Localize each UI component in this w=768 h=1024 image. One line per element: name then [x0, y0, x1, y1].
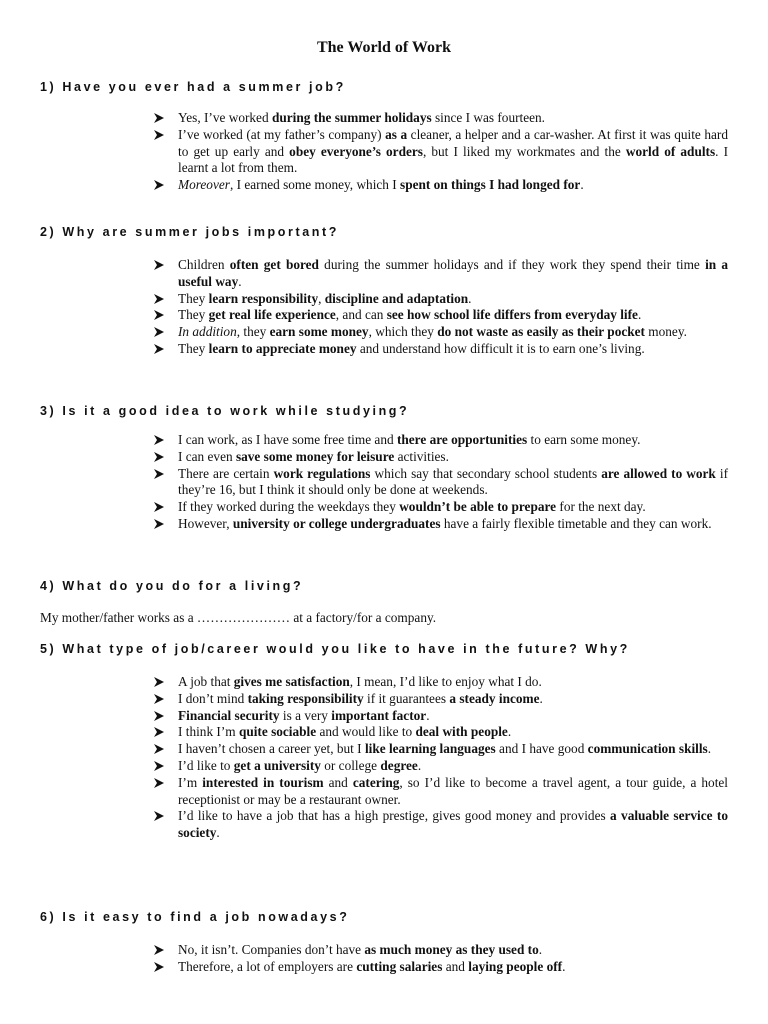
list-item	[154, 516, 728, 533]
question-2: 2) Why are summer jobs important?	[40, 225, 340, 239]
question-1: 1) Have you ever had a summer job?	[40, 80, 346, 94]
text-run: They	[178, 340, 209, 356]
text-run: A job that	[178, 674, 234, 689]
arrow-bullet-icon	[154, 294, 164, 304]
list-item	[154, 449, 728, 466]
bold-phrase: cutting salaries	[356, 958, 443, 974]
text-run: Yes, I’ve worked	[178, 110, 272, 125]
text-run: There are certain	[178, 465, 274, 481]
list-item	[154, 291, 728, 308]
italic-phrase: In addition	[178, 324, 237, 340]
text-run: I’d like to have a job that has a high prestige, gives good money and provides	[178, 808, 611, 824]
text-run: .	[637, 307, 642, 323]
text-run: I’d like to	[178, 757, 234, 773]
arrow-bullet-icon	[154, 180, 164, 190]
answer-list-1	[154, 110, 728, 194]
list-item	[154, 775, 728, 809]
text-run: I can even	[178, 448, 236, 464]
bold-phrase: as a	[385, 126, 408, 142]
text-run: , which they	[368, 324, 438, 340]
bold-phrase: gives me satisfaction	[233, 674, 350, 689]
text-run: , but I liked my workmates and the	[422, 143, 626, 159]
text-run: .	[216, 825, 220, 841]
bold-phrase: wouldn’t be able to prepare	[399, 499, 557, 515]
bold-phrase: a valuable service to society	[178, 808, 728, 841]
text-run: .	[426, 707, 430, 723]
text-run: I don’t mind	[178, 690, 248, 706]
arrow-bullet-icon	[154, 945, 164, 955]
bold-phrase: laying people off	[468, 958, 563, 974]
bold-phrase: world of adults	[625, 143, 716, 159]
question-3: 3) Is it a good idea to work while studying?	[40, 404, 410, 418]
text-run: If they worked during the weekdays they	[178, 499, 400, 515]
text-run: .	[417, 757, 422, 773]
text-run: and would like to	[316, 724, 416, 740]
text-run: , I mean, I’d like to enjoy what I do.	[349, 674, 542, 689]
text-run: However,	[178, 515, 233, 531]
question-5: 5) What type of job/career would you like to have in the future? Why?	[40, 642, 630, 656]
arrow-bullet-icon	[154, 778, 164, 788]
bold-phrase: university or college undergraduates	[232, 515, 441, 531]
bold-phrase: earn some money	[269, 324, 369, 340]
bold-phrase: learn responsibility	[208, 290, 319, 306]
text-run: and understand how difficult it is to earn one’s living.	[356, 340, 645, 356]
list-item	[154, 741, 728, 758]
text-run: .	[539, 690, 543, 706]
bold-phrase: as much money as they used to	[364, 942, 539, 957]
text-run: They	[178, 290, 209, 306]
text-run: I think I’m	[178, 724, 239, 740]
text-run: , and can	[335, 307, 387, 323]
bold-phrase: important factor	[331, 707, 427, 723]
bold-phrase: see how school life differs from everyday life	[386, 307, 638, 323]
text-run: ,	[318, 290, 325, 306]
text-run: .	[507, 724, 512, 740]
arrow-bullet-icon	[154, 344, 164, 354]
arrow-bullet-icon	[154, 694, 164, 704]
bold-phrase: discipline and adaptation	[324, 290, 469, 306]
text-run: have a fairly flexible timetable and they can work.	[440, 515, 712, 531]
bold-phrase: do not waste as easily as their pocket	[437, 324, 645, 340]
list-item	[154, 499, 728, 516]
text-run: No, it isn’t. Companies don’t have	[178, 942, 365, 957]
answer-list-6	[154, 942, 728, 976]
text-run: I’m	[178, 774, 203, 790]
list-item	[154, 177, 728, 194]
text-run: Children	[178, 257, 230, 272]
arrow-bullet-icon	[154, 260, 164, 270]
arrow-bullet-icon	[154, 727, 164, 737]
list-item	[154, 708, 728, 725]
bold-phrase: get a university	[233, 757, 321, 773]
bold-phrase: communication skills	[587, 741, 708, 757]
list-item	[154, 959, 728, 976]
question-6: 6) Is it easy to find a job nowadays?	[40, 910, 350, 924]
arrow-bullet-icon	[154, 761, 164, 771]
arrow-bullet-icon	[154, 711, 164, 721]
arrow-bullet-icon	[154, 962, 164, 972]
bold-phrase: spent on things I had longed for	[400, 177, 581, 193]
list-item	[154, 674, 728, 691]
bold-phrase: deal with people	[415, 724, 508, 740]
text-run: , they	[236, 324, 270, 340]
text-run: or college	[320, 757, 381, 773]
bold-phrase: obey everyone’s orders	[289, 143, 423, 159]
text-run: They	[178, 307, 209, 323]
text-run: .	[580, 177, 584, 193]
bold-phrase: a steady income	[449, 690, 540, 706]
list-item	[154, 808, 728, 842]
text-run: I haven’t chosen a career yet, but I	[178, 741, 365, 757]
text-run: I’ve worked (at my father’s company)	[178, 126, 386, 142]
arrow-bullet-icon	[154, 502, 164, 512]
bold-phrase: in a useful way	[178, 257, 729, 289]
page-title: The World of Work	[316, 39, 452, 56]
text-run: if it guarantees	[363, 690, 450, 706]
answer-list-5	[154, 674, 728, 842]
list-item	[154, 257, 728, 291]
arrow-bullet-icon	[154, 310, 164, 320]
list-item	[154, 307, 728, 324]
arrow-bullet-icon	[154, 113, 164, 123]
list-item	[154, 942, 728, 959]
text-run: I can work, as I have some free time and	[178, 432, 397, 447]
bold-phrase: quite sociable	[238, 724, 317, 740]
arrow-bullet-icon	[154, 519, 164, 529]
text-run: which say that secondary school students	[370, 465, 602, 481]
text-run: .	[468, 290, 472, 306]
bold-phrase: like learning languages	[364, 741, 496, 757]
arrow-bullet-icon	[154, 452, 164, 462]
text-run: .	[562, 958, 566, 974]
bold-phrase: get real life experience	[208, 307, 336, 323]
fill-in-sentence: My mother/father works as a ………………… at a factory/for a company.	[40, 610, 437, 625]
arrow-bullet-icon	[154, 677, 164, 687]
list-item	[154, 341, 728, 358]
text-run: for the next day.	[556, 499, 646, 515]
arrow-bullet-icon	[154, 469, 164, 479]
text-run: and	[442, 958, 469, 974]
bold-phrase: there are opportunities	[396, 432, 528, 447]
text-run: Therefore, a lot of employers are	[178, 958, 357, 974]
text-run: to earn some money.	[527, 432, 641, 447]
answer-list-2	[154, 257, 728, 358]
bold-phrase: save some money for leisure	[235, 448, 395, 464]
bold-phrase: are allowed to work	[601, 465, 716, 481]
question-4: 4) What do you do for a living?	[40, 579, 304, 593]
text-run: and	[323, 774, 353, 790]
italic-phrase: Moreover	[178, 177, 230, 193]
bold-phrase: catering	[352, 774, 400, 790]
text-run: cleaner, a helper and a car-washer. At first it was quite hard to get up early and	[178, 126, 728, 159]
bold-phrase: taking responsibility	[247, 690, 364, 706]
text-run: and I have good	[495, 741, 588, 757]
arrow-bullet-icon	[154, 435, 164, 445]
arrow-bullet-icon	[154, 744, 164, 754]
text-run: activities.	[394, 448, 449, 464]
list-item	[154, 324, 728, 341]
bold-phrase: learn to appreciate money	[208, 340, 357, 356]
arrow-bullet-icon	[154, 327, 164, 337]
text-run: if they’re 16, but I think it should only be done at weekends.	[178, 465, 729, 498]
bold-phrase: degree	[380, 757, 418, 773]
bold-phrase: often get bored	[229, 257, 319, 272]
list-item	[154, 758, 728, 775]
bold-phrase: work regulations	[273, 465, 371, 481]
bold-phrase: interested in tourism	[202, 774, 324, 790]
list-item	[154, 691, 728, 708]
list-item	[154, 110, 728, 127]
list-item	[154, 466, 728, 500]
text-run: during the summer holidays and if they work they spend their time	[318, 257, 706, 272]
list-item	[154, 724, 728, 741]
arrow-bullet-icon	[154, 130, 164, 140]
text-run: .	[538, 942, 543, 957]
bold-phrase: Financial security	[178, 707, 280, 723]
list-item	[154, 432, 728, 449]
text-run: , I earned some money, which I	[229, 177, 401, 193]
arrow-bullet-icon	[154, 811, 164, 821]
text-run: is a very	[279, 707, 332, 723]
text-run: .	[238, 273, 242, 289]
list-item	[154, 127, 728, 177]
text-run: .	[707, 741, 712, 757]
text-run: . I learnt a lot from them.	[178, 143, 729, 176]
text-run: since I was fourteen.	[431, 110, 546, 125]
text-run: , so I’d like to become a travel agent, a tour guide, a hotel receptionist or may be a restaurant owner.	[178, 774, 728, 807]
bold-phrase: during the summer holidays	[271, 110, 432, 125]
text-run: money.	[644, 324, 687, 340]
answer-list-3	[154, 432, 728, 533]
